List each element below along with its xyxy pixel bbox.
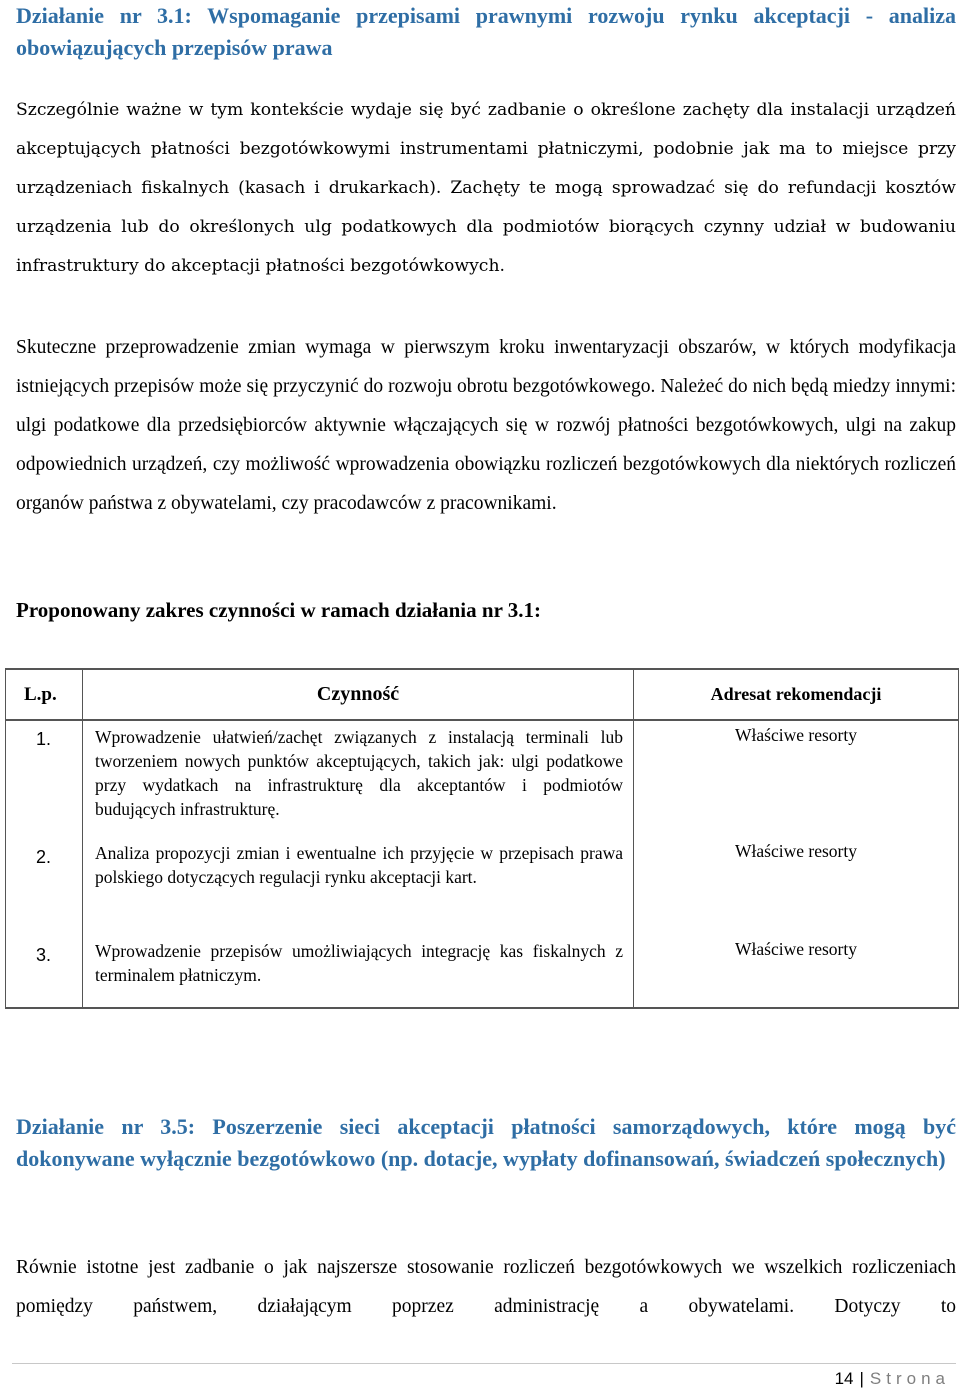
section-heading-3-5: Działanie nr 3.5: Poszerzenie sieci akceptacji płatności samorządowych, które mogą być dokonywane wyłącznie bezgotówkowo (np. dotacje, wypłaty dofinansowań, świadczeń społecznych) xyxy=(16,1114,956,1171)
header-lp: L.p. xyxy=(6,669,83,720)
paragraph-settlements: Równie istotne jest zadbanie o jak najszersze stosowanie rozliczeń bezgotówkowych we wszelkich rozliczeniach pomiędzy państwem, działającym poprzez administrację a obywatelami. Dotyczy to xyxy=(16,1257,956,1317)
table-header-row xyxy=(6,669,959,720)
row-number: 2. xyxy=(6,839,83,937)
page-label: Strona xyxy=(869,1369,950,1388)
activities-subheading: Proponowany zakres czynności w ramach działania nr 3.1: xyxy=(16,598,542,622)
header-activity: Czynność xyxy=(83,669,634,720)
row-addressee: Właściwe resorty xyxy=(634,720,959,839)
page-number: 14 xyxy=(834,1369,854,1388)
paragraph-changes: Skuteczne przeprowadzenie zmian wymaga w pierwszym kroku inwentaryzacji obszarów, w których modyfikacja istniejących przepisów może się przyczynić do rozwoju obrotu bezgotówkowego. Należeć do nich będą miedzy innymi: ulgi podatkowe dla przedsiębiorców aktywnie włączających się w rozwój płatności bezgotówkowych, ulgi na zakup odpowiednich urządzeń, czy możliwość wprowadzenia obowiązku rozliczeń bezgotówkowych dla niektórych rozliczeń organów państwa z obywatelami, czy pracodawców z pracownikami. xyxy=(16,337,956,514)
table-row xyxy=(6,839,959,937)
row-addressee: Właściwe resorty xyxy=(634,937,959,1008)
table-row xyxy=(6,720,959,839)
section-heading-3-1: Działanie nr 3.1: Wspomaganie przepisami prawnymi rozwoju rynku akceptacji - analiza obowiązujących przepisów prawa xyxy=(16,3,956,60)
row-number: 1. xyxy=(6,720,83,839)
row-addressee: Właściwe resorty xyxy=(634,839,959,937)
row-activity: Analiza propozycji zmian i ewentualne ich przyjęcie w przepisach prawa polskiego dotyczących regulacji rynku akceptacji kart. xyxy=(83,839,634,937)
header-addressee: Adresat rekomendacji xyxy=(634,669,959,720)
footer-separator: | xyxy=(859,1369,864,1388)
recommendations-table xyxy=(5,668,959,1009)
paragraph-incentives: Szczególnie ważne w tym kontekście wydaje się być zadbanie o określone zachęty dla instalacji urządzeń akceptujących płatności bezgotówkowymi instrumentami płatniczymi, podobnie jak ma to miejsce przy urządzeniach fiskalnych (kasach i drukarkach). Zachęty te mogą sprowadzać się do refundacji kosztów urządzenia lub do określonych ulg podatkowych dla podmiotów biorących czynny udział w budowaniu infrastruktury do akceptacji płatności bezgotówkowych. xyxy=(16,100,956,276)
page-footer xyxy=(835,1369,950,1389)
footer-divider xyxy=(12,1363,956,1364)
row-activity: Wprowadzenie przepisów umożliwiających integrację kas fiskalnych z terminalem płatniczym. xyxy=(83,937,634,1008)
row-number: 3. xyxy=(6,937,83,1008)
row-activity: Wprowadzenie ułatwień/zachęt związanych z instalacją terminali lub tworzeniem nowych punktów akceptujących, takich jak: ulgi podatkowe przy wydatkach na infrastrukturę dla akceptantów i podmiotów budujących infrastrukturę. xyxy=(83,720,634,839)
table-row xyxy=(6,937,959,1008)
